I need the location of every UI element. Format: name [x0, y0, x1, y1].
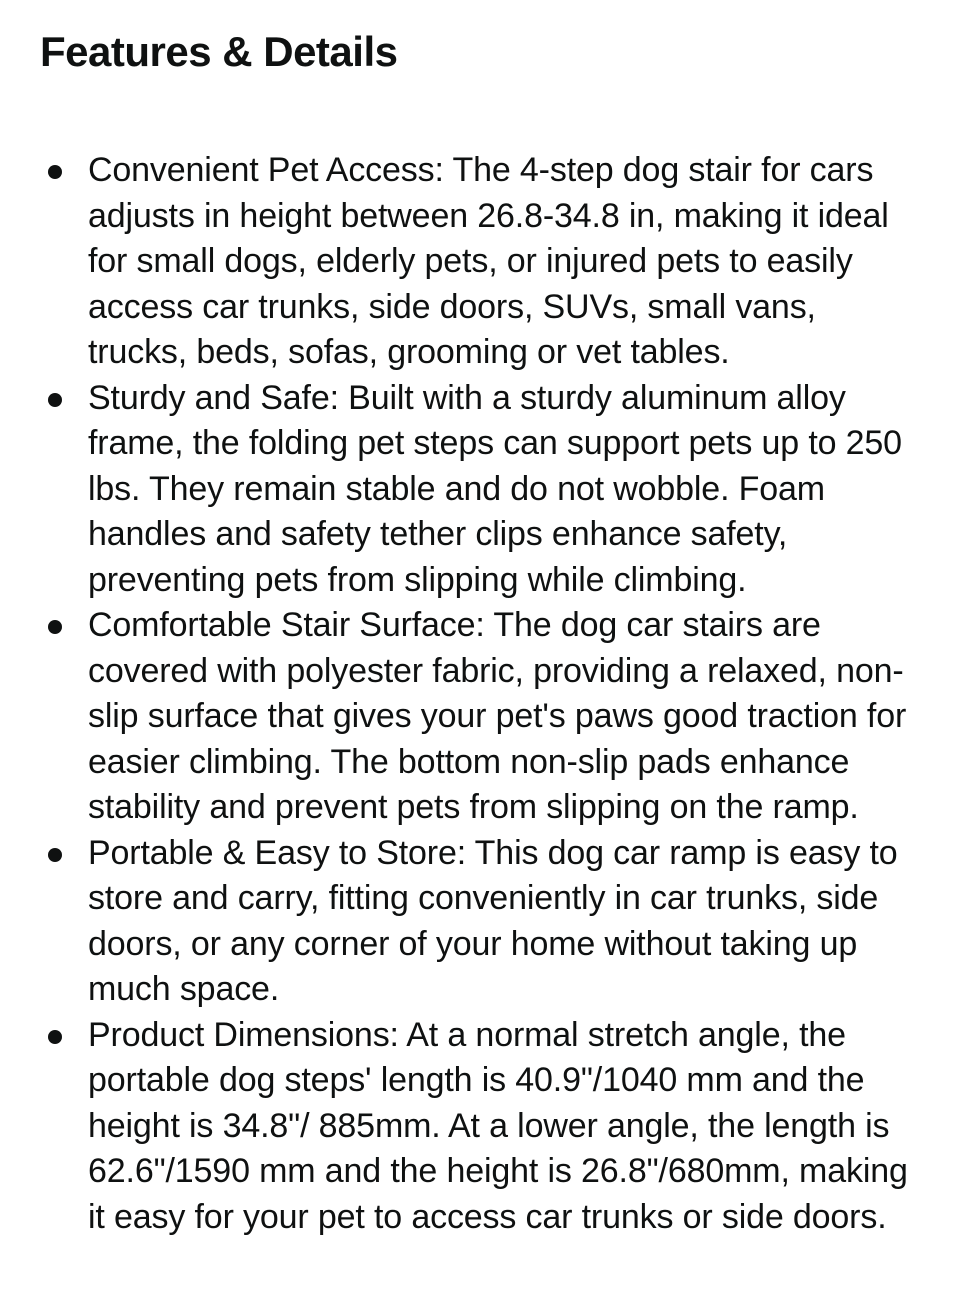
features-list	[40, 148, 922, 1240]
list-item	[40, 148, 922, 376]
bullet-icon	[48, 393, 62, 407]
bullet-icon	[48, 165, 62, 179]
feature-text: Portable & Easy to Store: This dog car ramp is easy to store and carry, fitting conveniently in car trunks, side doors, or any corner of your home without taking up much space.	[88, 833, 898, 1008]
bullet-icon	[48, 620, 62, 634]
list-item	[40, 831, 922, 1013]
feature-text: Comfortable Stair Surface: The dog car stairs are covered with polyester fabric, providing a relaxed, non-slip surface that gives your pet's paws good traction for easier climbing. The bottom non-slip pads enhance stability and prevent pets from slipping on the ramp.	[88, 606, 907, 826]
section-title: Features & Details	[40, 28, 398, 75]
feature-text: Convenient Pet Access: The 4-step dog stair for cars adjusts in height between 26.8-34.8 in, making it ideal for small dogs, elderly pets, or injured pets to easily access car trunks, side doors, SUVs, small vans, trucks, beds, sofas, grooming or vet tables.	[88, 151, 889, 371]
list-item	[40, 376, 922, 604]
feature-text: Sturdy and Safe: Built with a sturdy aluminum alloy frame, the folding pet steps can support pets up to 250 lbs. They remain stable and do not wobble. Foam handles and safety tether clips enhance safety, preventing pets from slipping while climbing.	[88, 378, 902, 599]
list-item	[40, 603, 922, 831]
bullet-icon	[48, 848, 62, 862]
feature-text: Product Dimensions: At a normal stretch angle, the portable dog steps' length is 40.9"/1040 mm and the height is 34.8"/ 885mm. At a lower angle, the length is 62.6"/1590 mm and the height is 26.8"/680mm, making it easy for your pet to access car trunks or side doors.	[88, 1015, 908, 1236]
bullet-icon	[48, 1030, 62, 1044]
list-item	[40, 1013, 922, 1241]
